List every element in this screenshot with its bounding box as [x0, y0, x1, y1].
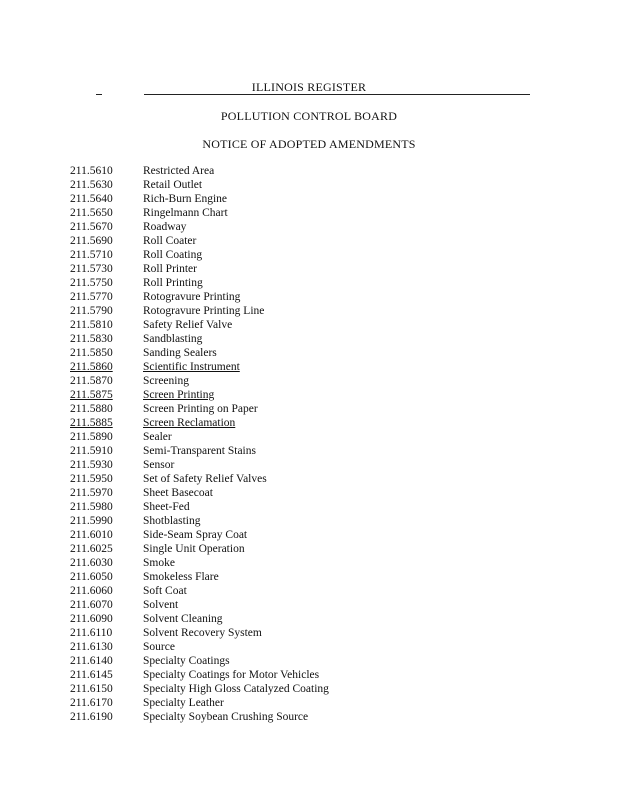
- section-title: Set of Safety Relief Valves: [143, 473, 267, 485]
- section-number: 211.5890: [70, 431, 113, 443]
- section-row: [70, 612, 550, 626]
- section-row: [70, 416, 550, 430]
- section-title: Screening: [143, 375, 189, 387]
- section-row: [70, 696, 550, 710]
- section-number: 211.6145: [70, 669, 113, 681]
- section-number: 211.6110: [70, 627, 113, 639]
- section-number: 211.5790: [70, 305, 113, 317]
- section-row: [70, 430, 550, 444]
- section-row: [70, 388, 550, 402]
- notice-heading: NOTICE OF ADOPTED AMENDMENTS: [202, 137, 416, 151]
- section-title: Roll Printing: [143, 277, 203, 289]
- section-title: Rich-Burn Engine: [143, 193, 227, 205]
- section-title: Specialty Coatings for Motor Vehicles: [143, 669, 320, 681]
- section-number: 211.5710: [70, 249, 113, 261]
- section-row: [70, 360, 550, 374]
- section-row: [70, 514, 550, 528]
- section-number: 211.5970: [70, 487, 113, 499]
- section-title: Single Unit Operation: [143, 543, 245, 555]
- section-list: [70, 164, 550, 724]
- register-title: ILLINOIS REGISTER: [251, 80, 367, 94]
- section-title: Rotogravure Printing: [143, 291, 241, 303]
- section-title: Smokeless Flare: [143, 571, 219, 583]
- section-row: [70, 192, 550, 206]
- section-number: 211.6170: [70, 697, 113, 709]
- section-row: [70, 458, 550, 472]
- section-title: Restricted Area: [143, 165, 215, 177]
- section-title: Solvent Cleaning: [143, 613, 223, 625]
- section-number: 211.5650: [70, 207, 113, 219]
- section-title: Side-Seam Spray Coat: [143, 529, 248, 541]
- section-row: [70, 262, 550, 276]
- section-row: [70, 486, 550, 500]
- section-title: Screen Reclamation: [143, 417, 236, 429]
- section-number: 211.6140: [70, 655, 113, 667]
- section-number: 211.5990: [70, 515, 113, 527]
- section-row: [70, 374, 550, 388]
- section-number: 211.5980: [70, 501, 113, 513]
- section-number: 211.6190: [70, 711, 113, 723]
- section-number: 211.5640: [70, 193, 113, 205]
- section-title: Roll Coater: [143, 235, 197, 247]
- section-row: [70, 248, 550, 262]
- section-row: [70, 528, 550, 542]
- section-row: [70, 304, 550, 318]
- section-number: 211.6030: [70, 557, 113, 569]
- section-title: Sheet-Fed: [143, 501, 190, 513]
- section-row: [70, 598, 550, 612]
- section-title: Solvent Recovery System: [143, 627, 262, 639]
- section-number: 211.5850: [70, 347, 113, 359]
- section-number: 211.5860: [70, 361, 113, 373]
- agency-heading: POLLUTION CONTROL BOARD: [220, 109, 398, 123]
- section-number: 211.5950: [70, 473, 113, 485]
- section-number: 211.5870: [70, 375, 113, 387]
- section-title: Sensor: [143, 459, 175, 471]
- section-number: 211.6060: [70, 585, 113, 597]
- section-title: Safety Relief Valve: [143, 319, 233, 331]
- section-number: 211.6050: [70, 571, 113, 583]
- section-title: Roll Printer: [143, 263, 197, 275]
- section-title: Roll Coating: [143, 249, 203, 261]
- register-header: [0, 80, 618, 96]
- section-row: [70, 668, 550, 682]
- section-row: [70, 234, 550, 248]
- section-title: Semi-Transparent Stains: [143, 445, 256, 457]
- section-number: 211.5690: [70, 235, 113, 247]
- section-number: 211.6130: [70, 641, 113, 653]
- section-row: [70, 276, 550, 290]
- section-number: 211.5875: [70, 389, 113, 401]
- section-row: [70, 206, 550, 220]
- section-row: [70, 318, 550, 332]
- section-number: 211.6090: [70, 613, 113, 625]
- section-title: Specialty Leather: [143, 697, 224, 709]
- section-title: Specialty Coatings: [143, 655, 230, 667]
- section-row: [70, 640, 550, 654]
- section-row: [70, 402, 550, 416]
- section-title: Specialty High Gloss Catalyzed Coating: [143, 683, 329, 695]
- section-row: [70, 556, 550, 570]
- section-title: Sandblasting: [143, 333, 203, 345]
- section-title: Source: [143, 641, 175, 653]
- section-number: 211.6150: [70, 683, 113, 695]
- section-number: 211.5930: [70, 459, 113, 471]
- section-row: [70, 346, 550, 360]
- section-title: Sealer: [143, 431, 172, 443]
- section-title: Roadway: [143, 221, 187, 233]
- section-number: 211.5830: [70, 333, 113, 345]
- section-number: 211.5885: [70, 417, 113, 429]
- section-title: Ringelmann Chart: [143, 207, 228, 219]
- section-row: [70, 290, 550, 304]
- section-title: Shotblasting: [143, 515, 201, 527]
- section-row: [70, 654, 550, 668]
- section-title: Screen Printing on Paper: [143, 403, 258, 415]
- section-title: Solvent: [143, 599, 179, 611]
- section-number: 211.5610: [70, 165, 113, 177]
- section-title: Retail Outlet: [143, 179, 203, 191]
- section-row: [70, 710, 550, 724]
- section-title: Specialty Soybean Crushing Source: [143, 711, 309, 723]
- section-row: [70, 626, 550, 640]
- section-title: Smoke: [143, 557, 175, 569]
- section-row: [70, 178, 550, 192]
- section-title: Sheet Basecoat: [143, 487, 213, 499]
- section-number: 211.6025: [70, 543, 113, 555]
- section-row: [70, 500, 550, 514]
- section-title: Soft Coat: [143, 585, 187, 597]
- section-number: 211.5810: [70, 319, 113, 331]
- section-number: 211.5880: [70, 403, 113, 415]
- section-title: Rotogravure Printing Line: [143, 305, 265, 317]
- section-row: [70, 542, 550, 556]
- section-number: 211.5750: [70, 277, 113, 289]
- section-row: [70, 444, 550, 458]
- section-number: 211.5770: [70, 291, 113, 303]
- section-row: [70, 220, 550, 234]
- section-number: 211.5670: [70, 221, 113, 233]
- section-number: 211.6070: [70, 599, 113, 611]
- section-row: [70, 164, 550, 178]
- section-row: [70, 682, 550, 696]
- section-row: [70, 332, 550, 346]
- section-row: [70, 584, 550, 598]
- section-number: 211.5730: [70, 263, 113, 275]
- section-row: [70, 570, 550, 584]
- section-title: Scientific Instrument: [143, 361, 240, 373]
- section-number: 211.6010: [70, 529, 113, 541]
- section-number: 211.5630: [70, 179, 113, 191]
- section-row: [70, 472, 550, 486]
- section-number: 211.5910: [70, 445, 113, 457]
- section-title: Sanding Sealers: [143, 347, 217, 359]
- section-title: Screen Printing: [143, 389, 215, 401]
